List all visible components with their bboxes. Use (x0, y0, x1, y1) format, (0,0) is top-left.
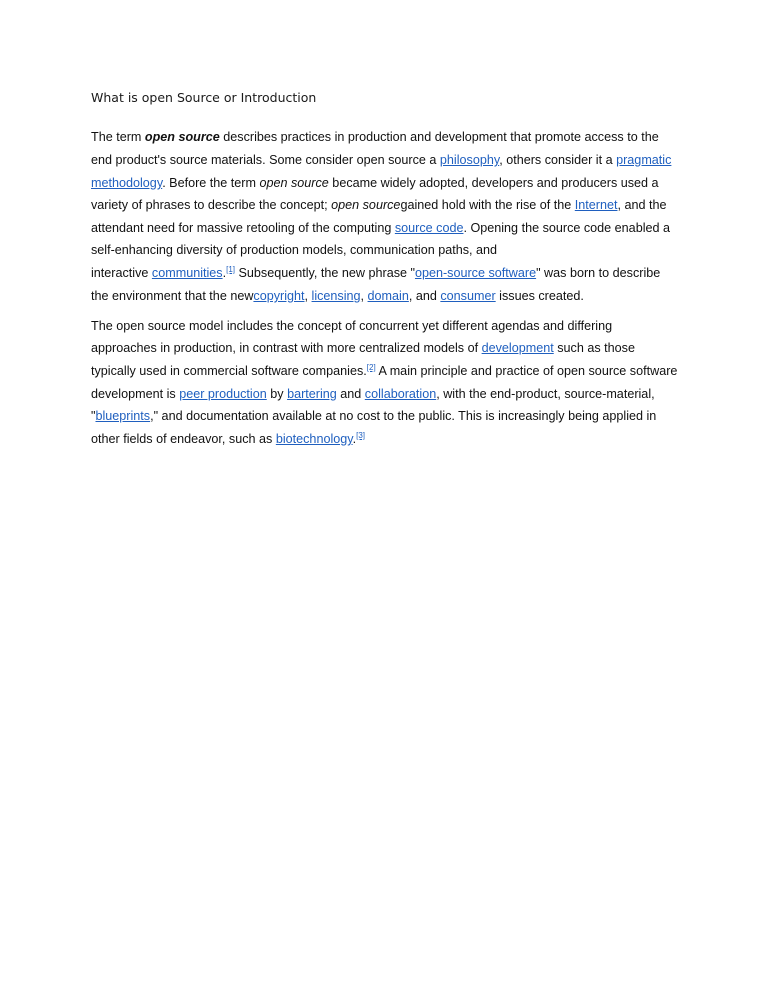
bold-italic-term: open source (144, 130, 220, 144)
paragraph2-line1 (91, 318, 612, 334)
link-peer-production[interactable]: peer production (179, 387, 267, 401)
text: The open source model includes the concept of concurrent yet different agendas and differing (91, 319, 613, 333)
link-collaboration[interactable]: collaboration (364, 387, 437, 401)
text: such as those (553, 341, 635, 355)
paragraph2-line4 (91, 386, 655, 402)
paragraph1-line2 (91, 152, 671, 168)
text: A main principle and practice of open source software (375, 364, 678, 378)
text: end product's source materials. Some consider open source a (91, 153, 440, 167)
paragraph2-line6 (91, 431, 365, 447)
paragraph2-line3 (91, 363, 677, 379)
italic-term: open source (331, 198, 401, 212)
italic-term: open source (259, 176, 329, 190)
text: gained hold with the rise of the (400, 198, 575, 212)
link-blueprints[interactable]: blueprints (95, 409, 151, 423)
text: , others consider it a (499, 153, 617, 167)
text: development is (91, 387, 180, 401)
text: , and (408, 289, 441, 303)
paragraph1-line5 (91, 220, 670, 236)
link-development[interactable]: development (481, 341, 554, 355)
link-copyright[interactable]: copyright (253, 289, 305, 303)
footnote-ref-text[interactable]: [1] (226, 265, 235, 274)
link-domain[interactable]: domain (367, 289, 409, 303)
text: ," and documentation available at no cost to the public. This is increasingly being applied in (150, 409, 657, 423)
text: describes practices in production and development that promote access to the (219, 130, 659, 144)
text: . (222, 266, 227, 280)
footnote-ref-text[interactable]: [3] (356, 431, 366, 440)
footnote-ref-1[interactable] (226, 265, 235, 274)
text: . Before the term (162, 176, 260, 190)
paragraph1-line7 (91, 265, 660, 281)
footnote-ref-text[interactable]: [2] (366, 363, 376, 372)
text: , (360, 289, 368, 303)
paragraph1-line1 (91, 129, 659, 145)
document-heading: What is open Source or Introduction (91, 90, 317, 105)
text: interactive (91, 266, 152, 280)
text: " (91, 409, 96, 423)
text: . Opening the source code enabled a (463, 221, 671, 235)
paragraph1-line6 (91, 242, 497, 258)
footnote-ref-2[interactable] (367, 363, 376, 372)
text: became widely adopted, developers and producers used a (328, 176, 659, 190)
text: approaches in production, in contrast with more centralized models of (91, 341, 482, 355)
link-biotechnology[interactable]: biotechnology (275, 432, 353, 446)
link-communities[interactable]: communities (151, 266, 223, 280)
link-internet[interactable]: Internet (574, 198, 618, 212)
paragraph2-line5 (91, 408, 656, 424)
paragraph1-line3 (91, 175, 659, 191)
text: self-enhancing diversity of production models, communication paths, and (91, 243, 498, 257)
link-open-source-software[interactable]: open-source software (414, 266, 537, 280)
footnote-ref-3[interactable] (356, 431, 365, 440)
link-philosophy[interactable]: philosophy (439, 153, 500, 167)
text: Subsequently, the new phrase " (235, 266, 415, 280)
link-bartering[interactable]: bartering (287, 387, 337, 401)
paragraph1-line4 (91, 197, 667, 213)
text: other fields of endeavor, such as (91, 432, 276, 446)
text: , (304, 289, 312, 303)
link-source-code[interactable]: source code (394, 221, 464, 235)
text: typically used in commercial software companies. (91, 364, 367, 378)
text: . (352, 432, 357, 446)
link-methodology[interactable]: methodology (91, 176, 163, 190)
text: , and the (617, 198, 667, 212)
paragraph1-line8 (91, 288, 584, 304)
text: The term (91, 130, 145, 144)
paragraph2-line2 (91, 340, 635, 356)
text: by (266, 387, 288, 401)
text: the environment that the new (91, 289, 254, 303)
link-pragmatic[interactable]: pragmatic (616, 153, 672, 167)
text: " was born to describe (536, 266, 661, 280)
text: issues created. (495, 289, 584, 303)
link-licensing[interactable]: licensing (311, 289, 361, 303)
text: attendant need for massive retooling of the computing (91, 221, 395, 235)
text: and (336, 387, 365, 401)
link-consumer[interactable]: consumer (440, 289, 496, 303)
text: variety of phrases to describe the concept; (91, 198, 332, 212)
text: , with the end-product, source-material, (436, 387, 655, 401)
